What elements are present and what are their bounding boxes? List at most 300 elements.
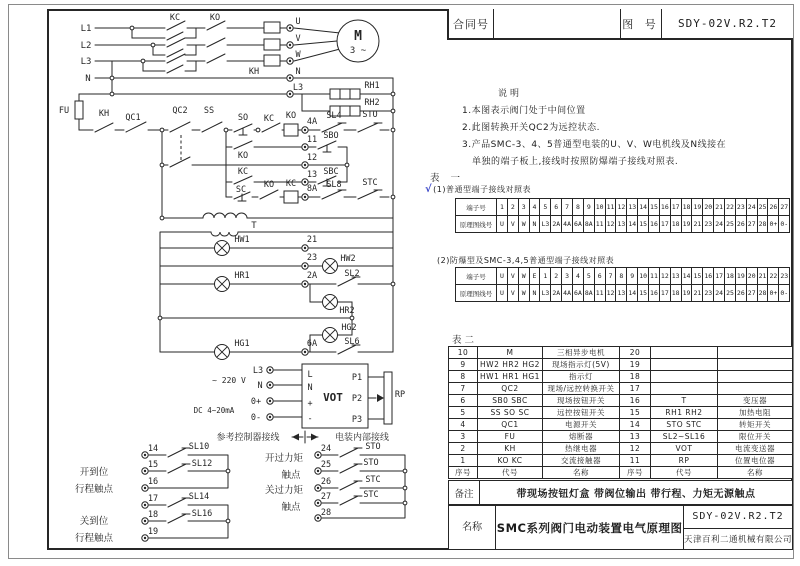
schematic-label: RH2 (364, 98, 380, 108)
schematic-label: 电装内部接线 (334, 433, 390, 443)
schematic-label: 19 (147, 527, 159, 537)
schematic-label: L3 (80, 57, 92, 67)
wiring-cell: 27 (747, 285, 758, 301)
schematic-label: 23 (306, 253, 318, 263)
component-cell: VOT (651, 443, 718, 454)
schematic-label: 28 (320, 508, 332, 518)
wiring-cell: 15 (638, 216, 649, 232)
component-cell: 6 (449, 395, 478, 406)
schematic-label: W (295, 50, 301, 60)
remark-row (448, 480, 793, 505)
schematic-label: 15 (147, 460, 159, 470)
junction-node (403, 501, 407, 505)
schematic-label: 12 (306, 153, 318, 163)
wiring-cell: 2A (551, 285, 562, 301)
schematic-label: SBC (323, 167, 339, 177)
component-cell: RP (651, 455, 718, 466)
wiring-cell: W (519, 285, 530, 301)
schematic-label: 关过力矩 (264, 485, 304, 496)
schematic-label: 14 (147, 444, 159, 454)
schematic-label: KC (285, 179, 297, 189)
component-row (449, 359, 792, 371)
component-cell: 交流接触器 (543, 455, 620, 466)
wiring-cell: 2 (551, 268, 562, 284)
schematic-label: STC (365, 475, 381, 485)
wiring-cell: 19 (682, 216, 693, 232)
schematic-label: DC 4~20mA (193, 406, 235, 415)
schematic-label: HW2 (340, 254, 356, 264)
component-cell: 现场指示灯(5V) (543, 359, 620, 370)
junction-node (345, 163, 349, 167)
component-cell: 电源开关 (543, 419, 620, 430)
wiring-cell: V (508, 216, 519, 232)
wires (79, 28, 405, 538)
wiring-cell: 0- (780, 289, 789, 297)
component-cell: 5 (449, 407, 478, 418)
wiring-cell: 14 (627, 216, 638, 232)
wiring-cell: 20 (703, 199, 714, 215)
schematic-label: SO (237, 113, 249, 123)
component-cell: 16 (620, 395, 651, 406)
component-cell (718, 359, 792, 370)
wiring-cell: 22 (725, 199, 736, 215)
terminal-dot (317, 502, 319, 504)
schematic-label: HR2 (339, 306, 355, 316)
terminal-dot (144, 537, 146, 539)
wiring-cell: 14 (682, 268, 693, 284)
wiring-cell: 13 (671, 268, 682, 284)
wiring-cell: L3 (540, 216, 551, 232)
wiring-cell: 23 (780, 272, 789, 280)
junction-node (160, 163, 164, 167)
terminal-dot (304, 146, 306, 148)
name-label: 名称 (449, 506, 496, 549)
terminal-dot (304, 181, 306, 183)
terminal-dot (144, 520, 146, 522)
schematic-label: SS (203, 106, 215, 116)
schematic-label: N (307, 383, 313, 393)
wiring-cell: 4 (530, 199, 541, 215)
company-name: 天津百利二通机械有限公司 (683, 534, 792, 545)
terminal-dot (289, 27, 291, 29)
coil-ko-symbol (284, 124, 298, 136)
drawing-no-label: 图 号 (621, 9, 662, 38)
wiring-cell: 1 (540, 268, 551, 284)
wiring-cell: 6 (551, 199, 562, 215)
fuse-symbol (75, 101, 83, 119)
component-row (449, 443, 792, 455)
wiring-cell: 8A (584, 285, 595, 301)
junction-node (141, 59, 145, 63)
schematic-label: 24 (320, 444, 332, 454)
schematic-label: KC (263, 114, 275, 124)
schematic-label: L (307, 370, 313, 380)
schematic-label: SBO (323, 131, 339, 141)
wiring-cell: 8 (616, 268, 627, 284)
junction-node (391, 92, 395, 96)
wiring-cell: 6A (573, 216, 584, 232)
component-cell (651, 347, 718, 358)
wiring-cell: V (508, 268, 519, 284)
wiring-cell: 10 (595, 199, 606, 215)
wiring-cell: 23 (703, 216, 714, 232)
schematic-label: SL10 (188, 442, 210, 452)
component-cell: 9 (449, 359, 478, 370)
drawing-no-value: SDY-02V.R2.T2 (677, 17, 778, 30)
wiring-cell: 27 (780, 203, 789, 211)
wiring-row (456, 199, 789, 216)
schematic-label: 11 (306, 135, 318, 145)
schematic-label: P2 (351, 394, 363, 404)
terminal-dot (304, 129, 306, 131)
schematic-label: QC1 (125, 113, 141, 123)
wiring-cell: 20 (747, 268, 758, 284)
junction-node (130, 26, 134, 30)
component-cell (718, 383, 792, 394)
wiring-cell: 14 (627, 285, 638, 301)
wiring-cell: 6A (573, 285, 584, 301)
schematic-label: 参考控制器接线 (216, 433, 280, 443)
coil-kc-symbol (284, 191, 298, 203)
note-line: 1.本图表示阀门处于中间位置 (462, 106, 586, 116)
terminal-dot (317, 470, 319, 472)
component-row (449, 347, 792, 359)
wiring-cell: U (497, 268, 508, 284)
component-cell: SB0 SBC (478, 395, 543, 406)
schematic-label: - (307, 414, 313, 424)
schematic-label: T (251, 221, 257, 231)
component-cell: T (651, 395, 718, 406)
wiring-cell: 0+ (768, 285, 779, 301)
notes-title: 说明 (498, 89, 523, 99)
component-cell: 14 (620, 419, 651, 430)
wiring-cell: U (497, 285, 508, 301)
component-cell: 熔断器 (543, 431, 620, 442)
wiring-cell: W (519, 268, 530, 284)
wiring-cell: 23 (703, 285, 714, 301)
schematic-label: 17 (147, 494, 159, 504)
wiring-cell: 14 (638, 199, 649, 215)
component-row (449, 455, 792, 467)
terminal-dot (304, 196, 306, 198)
terminal-dot (304, 265, 306, 267)
junction-node (226, 469, 230, 473)
wiring-cell: 17 (660, 216, 671, 232)
terminal-dot (289, 93, 291, 95)
junction-node (256, 128, 260, 132)
wiring-cell: 26 (768, 199, 779, 215)
wiring-table-explosionproof (455, 267, 790, 302)
component-cell: HW1 HR1 HG1 (478, 371, 543, 382)
component-cell: HW2 HR2 HG2 (478, 359, 543, 370)
schematic-label: L3 (252, 366, 264, 376)
terminal-dot (304, 283, 306, 285)
schematic-label: KO (263, 180, 275, 190)
component-row (449, 467, 792, 478)
wiring-cell: 21 (692, 216, 703, 232)
schematic-label: M (354, 29, 362, 44)
component-cell: M (478, 347, 543, 358)
component-cell: 转矩开关 (739, 420, 771, 429)
terminal-dot (144, 470, 146, 472)
wiring-cell: 5 (584, 268, 595, 284)
schematic-label: 25 (320, 460, 332, 470)
component-cell: 序号 (449, 467, 478, 478)
schematic-label: 27 (320, 492, 332, 502)
note-line: 3.产品SMC-3、4、5普通型电装的U、V、W电机线及N线接在 (462, 140, 727, 150)
schematic-label: SL14 (188, 492, 210, 502)
contract-no-label: 合同号 (449, 9, 494, 38)
junction-node (160, 128, 164, 132)
wiring-cell: 16 (649, 216, 660, 232)
terminal-dot (304, 164, 306, 166)
schematic-label: 开过力矩 (264, 453, 304, 464)
wiring-cell: 8 (573, 199, 584, 215)
wiring-cell: 18 (725, 268, 736, 284)
schematic-label: STO (362, 110, 378, 120)
wiring-cell: 2A (551, 216, 562, 232)
wiring-cell: 16 (703, 268, 714, 284)
schematic-label: L2 (80, 41, 92, 51)
wiring-cell: 10 (638, 268, 649, 284)
junction-node (391, 195, 395, 199)
component-cell: SL2~SL16 (651, 431, 718, 442)
schematic-label: HR1 (234, 271, 250, 281)
component-cell: 18 (620, 371, 651, 382)
terminal-dot (289, 44, 291, 46)
title-strip (447, 9, 793, 40)
wiring-cell: 18 (671, 285, 682, 301)
schematic-label: L1 (80, 24, 92, 34)
wiring-cell: 23 (736, 199, 747, 215)
junction-node (160, 216, 164, 220)
component-cell (651, 383, 718, 394)
schematic-label: KO (285, 111, 297, 121)
schematic-label: VOT (323, 391, 343, 404)
wiring-cell: 13 (616, 216, 627, 232)
terminal-dot (269, 416, 271, 418)
wiring-cell: 11 (649, 268, 660, 284)
component-cell: SS SO SC (478, 407, 543, 418)
drawing-number: SDY-02V.R2.T2 (684, 506, 792, 529)
wiring-cell: 0- (780, 220, 789, 228)
schematic-label: 18 (147, 510, 159, 520)
wiring-cell: 0+ (768, 216, 779, 232)
wiring-cell: 12 (660, 268, 671, 284)
component-cell: RH1 RH2 (651, 407, 718, 418)
junction-node (110, 76, 114, 80)
schematic-label: RP (394, 390, 406, 400)
schematic-label: V (295, 34, 301, 44)
component-cell: 12 (620, 443, 651, 454)
component-row (449, 395, 792, 407)
wiring-cell: V (508, 285, 519, 301)
component-cell: 变压器 (743, 396, 767, 405)
junction-node (110, 92, 114, 96)
component-cell: 8 (449, 371, 478, 382)
table1-sub1-title: (1)普通型端子接线对照表 (433, 185, 532, 194)
schematic-label: HG2 (341, 323, 357, 333)
wiring-cell: 24 (714, 216, 725, 232)
schematic-label: 13 (306, 170, 318, 180)
junction-node (391, 128, 395, 132)
component-row (449, 431, 792, 443)
wiring-cell: 8A (584, 216, 595, 232)
component-cell: 代号 (478, 467, 543, 478)
component-cell (651, 359, 718, 370)
schematic-label: KO (237, 151, 249, 161)
schematic-label: STC (362, 178, 378, 188)
remark-label: 备注 (449, 481, 480, 504)
schematic-label: ~ 220 V (212, 376, 246, 385)
wiring-cell: 9 (584, 199, 595, 215)
terminal-dot (289, 60, 291, 62)
table1-title: 表 一 (430, 173, 465, 184)
schematic-label: KH (98, 109, 110, 119)
component-cell: 13 (620, 431, 651, 442)
schematic-label: KC (169, 13, 181, 23)
schematic-label: KO (209, 13, 221, 23)
wiring-cell: 15 (649, 199, 660, 215)
terminal-dot (304, 247, 306, 249)
schematic-label: SL4 (326, 111, 342, 121)
terminal-dot (144, 504, 146, 506)
junction-node (226, 519, 230, 523)
wiring-cell: N (530, 285, 541, 301)
wiring-cell: 11 (606, 199, 617, 215)
component-cell: 10 (449, 347, 478, 358)
component-row (449, 419, 792, 431)
junction-node (224, 128, 228, 132)
schematic-label: SC (235, 185, 247, 195)
junction-node (158, 316, 162, 320)
component-cell: FU (478, 431, 543, 442)
schematic-label: 关到位 (79, 516, 109, 527)
schematic-label: SL2 (344, 269, 360, 279)
wiring-cell: L3 (540, 285, 551, 301)
schematic-label: RH1 (364, 81, 380, 91)
table1-sub2-header: (2)防爆型及SMC-3,4,5普通型端子接线对照表 (437, 256, 615, 265)
schematic-label: 行程触点 (74, 533, 114, 544)
wiring-cell: 13 (627, 199, 638, 215)
schematic-label: 21 (306, 235, 318, 245)
component-cell: 远控按钮开关 (543, 407, 620, 418)
wiring-cell: 15 (638, 285, 649, 301)
wiring-cell: 24 (747, 199, 758, 215)
schematic-label: SL8 (326, 180, 342, 190)
schematic-label: P3 (351, 415, 363, 425)
wiring-cell: 9 (627, 268, 638, 284)
junction-node (350, 316, 354, 320)
junction-node (391, 282, 395, 286)
wiring-cell: 12 (616, 199, 627, 215)
component-cell: 限位开关 (739, 432, 771, 441)
junction-node (151, 43, 155, 47)
schematic-label: U (295, 17, 301, 27)
terminal-dot (269, 400, 271, 402)
wiring-cell: 11 (595, 216, 606, 232)
junction-node (403, 469, 407, 473)
wiring-cell: 19 (692, 199, 703, 215)
component-list-table (448, 346, 793, 479)
wiring-cell: 7 (562, 199, 573, 215)
component-row (449, 371, 792, 383)
component-cell: 现场/远控转换开关 (543, 383, 620, 394)
schematic-label: 4A (306, 117, 318, 127)
schematic-label: SL6 (344, 337, 360, 347)
schematic-label: STO (365, 442, 381, 452)
wiring-cell: 6 (595, 268, 606, 284)
wiring-cell: 27 (747, 216, 758, 232)
schematic-label: KC (237, 167, 249, 177)
component-cell (651, 371, 718, 382)
terminal-dot (317, 517, 319, 519)
schematic-label: + (307, 399, 313, 409)
schematic-label: FU (58, 106, 70, 116)
wiring-cell: N (530, 216, 541, 232)
schematic-label: 触点 (281, 502, 301, 513)
check-mark-icon: √ (425, 184, 433, 195)
wiring-cell: 4A (562, 216, 573, 232)
schematic-label: 开到位 (79, 467, 109, 478)
wiring-cell: 19 (682, 285, 693, 301)
terminal-dot (144, 487, 146, 489)
component-cell: KH (478, 443, 543, 454)
terminal-dot (317, 487, 319, 489)
table1-sub1-header (425, 184, 531, 195)
drawing-title: SMC系列阀门电动装置电气原理图 (496, 506, 684, 549)
component-cell: 电流变送器 (735, 444, 775, 453)
wiring-cell: 21 (692, 285, 703, 301)
component-cell: 现场按钮开关 (543, 395, 620, 406)
wiring-cell: 26 (736, 216, 747, 232)
schematic-label: 26 (320, 477, 332, 487)
wiring-cell: 25 (758, 199, 769, 215)
component-cell: 位置电位器 (735, 456, 775, 465)
wiring-cell: 12 (606, 216, 617, 232)
schematic-label: 16 (147, 477, 159, 487)
schematic-label: SL16 (191, 509, 213, 519)
notes-section (462, 86, 792, 171)
wiring-cell: 16 (649, 285, 660, 301)
schematic-label: KH (248, 67, 260, 77)
component-cell: 15 (620, 407, 651, 418)
wiring-cell: 24 (714, 285, 725, 301)
wiring-cell: U (497, 216, 508, 232)
note-line: 单独的端子板上,接线时按照防爆端子接线对照表. (472, 157, 679, 167)
transformer-symbol (203, 213, 247, 218)
thermal-overload-symbol (264, 22, 280, 33)
wiring-cell: 3 (562, 268, 573, 284)
wiring-cell: 17 (671, 199, 682, 215)
schematic-label: L3 (292, 83, 304, 93)
table2-title: 表二 (452, 335, 478, 346)
wiring-cell: 22 (768, 268, 779, 284)
junction-node (391, 109, 395, 113)
wiring-row (456, 216, 789, 232)
component-cell: 11 (620, 455, 651, 466)
wiring-cell: 2 (508, 199, 519, 215)
note-line: 2.此图转换开关QC2为远控状态. (462, 123, 601, 133)
schematic-label: HG1 (234, 339, 250, 349)
component-row (449, 383, 792, 395)
terminal-dot (269, 384, 271, 386)
indicator-lamp-symbols (215, 241, 338, 360)
wiring-cell: 25 (725, 285, 736, 301)
component-cell: 7 (449, 383, 478, 394)
component-cell: 19 (620, 359, 651, 370)
wiring-cell: 17 (714, 268, 725, 284)
